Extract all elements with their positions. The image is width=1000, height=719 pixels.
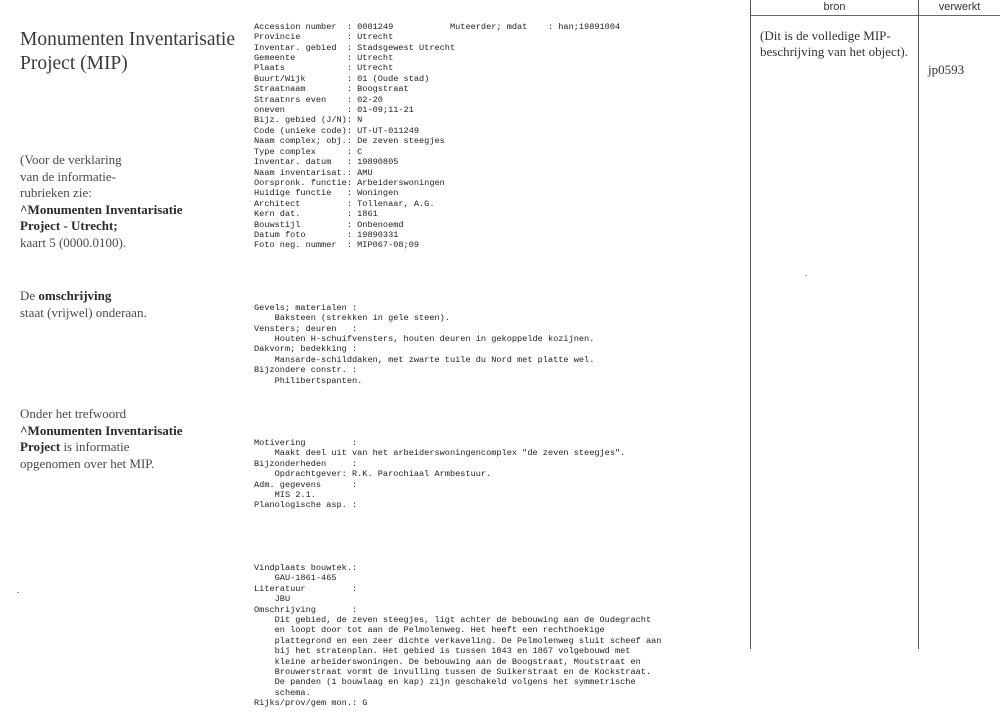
column-divider-right [918,0,919,649]
record-line: Code (unieke code): UT-UT-011249 [254,125,420,136]
record-line: Philibertspanten. [254,375,363,386]
mip-title: Monumenten Inventarisatie Project (MIP) [20,29,235,74]
record-line: Bouwstijl : Onbenoemd [254,219,404,230]
record-line: Houten H-schuifvensters, houten deuren in gekoppelde kozijnen. [254,333,595,344]
record-line: Gevels; materialen : [254,302,358,313]
record-line: Bijz. gebied (J/N): N [254,115,363,126]
record-line: Motivering : [254,438,358,449]
record-line: Accession number : 0001249 Muteerder; mdat : han;19891004 [254,21,621,32]
bron-column-header: bron [823,1,846,13]
mip-record [254,1,734,719]
record-line: Architect : Tollenaar, A.G. [254,198,435,209]
column-divider-left [750,0,751,649]
record-motivation-fields [254,438,734,511]
record-line: Straatnaam : Boogstraat [254,84,409,95]
record-line: MIS 2.1. [254,490,316,501]
record-line: Vensters; deuren : [254,323,358,334]
keyword-link-cont[interactable]: Project [20,439,61,455]
description-note: De omschrijving staat (vrijwel) onderaan. [20,288,147,320]
record-line: Literatuur : [254,583,358,594]
record-line: Bijzonderheden : [254,458,358,469]
record-line: Rijks/prov/gem mon.: G [254,698,368,709]
record-line: Foto neg. nummer : MIP067-08;09 [254,240,420,251]
record-line: Dit gebied, de zeven steegjes, ligt achter de bebouwing aan de Oudegracht [254,614,652,625]
record-line: Inventar. gebied : Stadsgewest Utrecht [254,42,456,53]
record-line: Inventar. datum : 19890805 [254,157,399,168]
verwerkt-code: jp0593 [928,62,965,77]
record-line: Datum foto : 19890331 [254,229,399,240]
record-line: oneven : 01-09;11-21 [254,105,414,116]
reference-link[interactable]: ^Monumenten Inventarisatie [20,201,183,217]
record-line: Gemeente : Utrecht [254,53,394,64]
record-line: Huidige functie : Woningen [254,188,399,199]
record-line: schema. [254,687,311,698]
record-line: Naam complex; obj.: De zeven steegjes [254,136,445,147]
record-line: Bijzondere constr. : [254,365,358,376]
scan-speck [805,275,807,276]
reference-link-cont[interactable]: Project - Utrecht; [20,218,118,234]
record-line: De panden (1 bouwlaag en kap) zijn geschakeld volgens het symmetrische [254,677,636,688]
record-header-fields [254,22,734,251]
record-line: Adm. gegevens : [254,479,358,490]
record-line: GAU-1861-465 [254,573,337,584]
record-description-fields [254,563,734,709]
record-line: Plaats : Utrecht [254,63,394,74]
record-construction-fields [254,303,734,386]
record-line: Brouwerstraat vormt de invulling tussen de Suikerstraat en de Kockstraat. [254,666,652,677]
record-line: Omschrijving : [254,604,358,615]
record-line: Type complex : C [254,146,363,157]
left-info-column [0,0,245,649]
header-underline [750,15,1000,16]
record-line: Provincie : Utrecht [254,32,394,43]
record-line: JBU [254,594,291,605]
scan-speck [17,592,19,593]
record-line: Mansarde-schilddaken, met zwarte tuile du Nord met platte wel. [254,354,595,365]
record-line: Straatnrs even : 02-20 [254,94,383,105]
record-line: Maakt deel uit van het arbeiderswoningencomplex "de zeven steegjes". [254,448,626,459]
record-line: Vindplaats bouwtek.: [254,562,358,573]
bron-note: (Dit is de volledige MIP-beschrijving van het object). [760,28,909,59]
record-line: Oorspronk. functie: Arbeiderswoningen [254,177,445,188]
record-line: Buurt/Wijk : 01 (Oude stad) [254,73,430,84]
record-line: Planologische asp. : [254,500,358,511]
verwerkt-column-header: verwerkt [938,1,981,13]
record-line: Opdrachtgever: R.K. Parochiaal Armbestuur. [254,469,492,480]
record-line: Naam inventarisat.: AMU [254,167,373,178]
record-line: plattegrond en een zeer dichte verkaveling. De Pelmolenweg sluit scheef aan [254,635,662,646]
keyword-note: Onder het trefwoord ^Monumenten Inventarisatie Project is informatie opgenomen over het MIP. [20,406,183,471]
record-line: en loopt door tot aan de Pelmolenweg. Het heeft een rechthoekige [254,625,605,636]
record-line: bij het stratenplan. Het gebied is tussen 1843 en 1867 volgebouwd met [254,646,631,657]
record-line: kleine arbeiderswoningen. De bebouwing aan de Boogstraat, Moutstraat en [254,656,641,667]
keyword-link[interactable]: ^Monumenten Inventarisatie [20,422,183,438]
record-line: Kern dat. : 1861 [254,209,378,220]
record-line: Baksteen (strekken in gele steen). [254,313,450,324]
record-line: Dakvorm; bedekking : [254,344,358,355]
explanation-note: (Voor de verklaring van de informatie- rubrieken zie: ^Monumenten Inventarisatie Project - Utrecht; kaart 5 (0000.0100). [20,152,183,250]
